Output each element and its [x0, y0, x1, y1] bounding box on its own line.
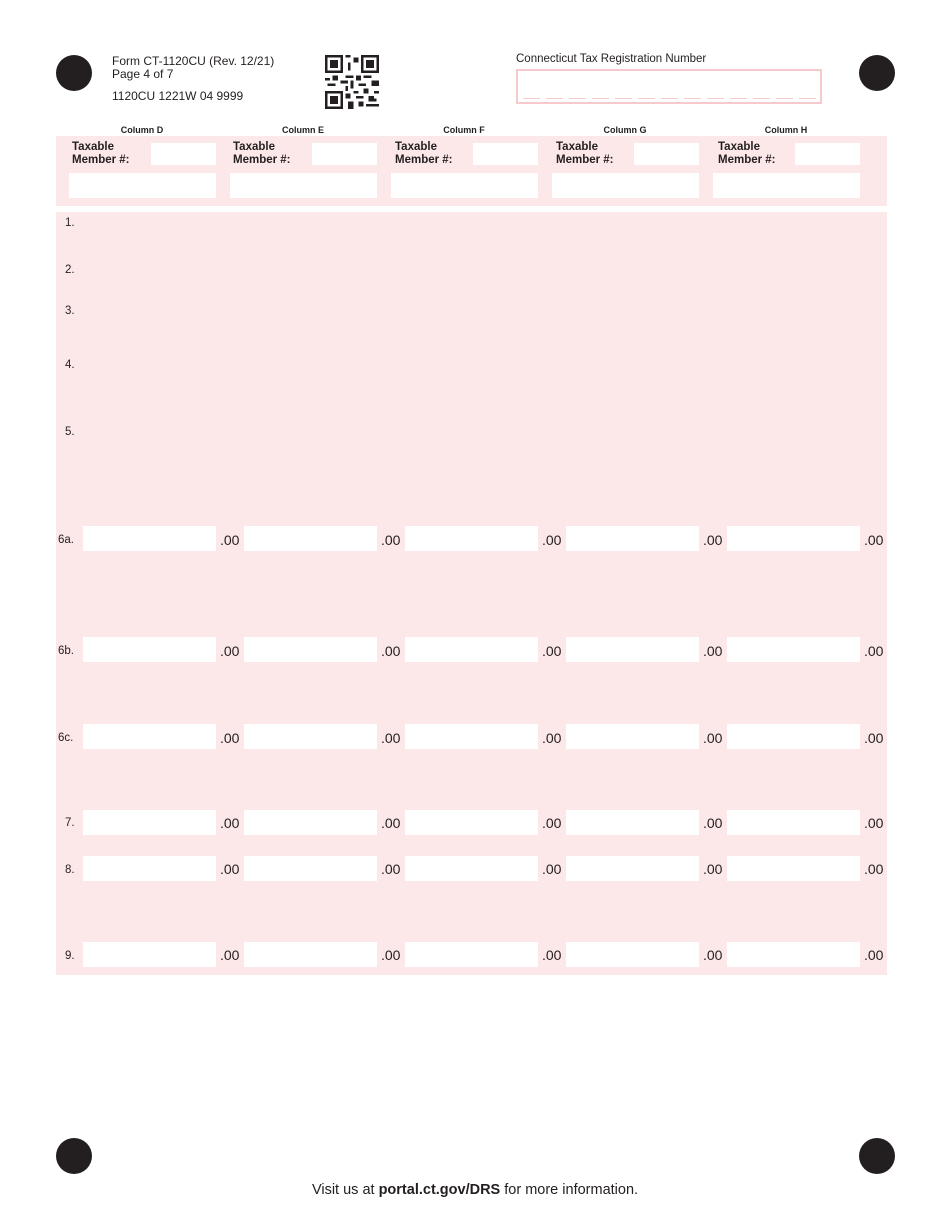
line-number: 8.: [65, 864, 75, 876]
cents-suffix: .00: [703, 643, 723, 659]
taxable-member-label: Taxable Member #:: [556, 141, 614, 166]
cents-suffix: .00: [220, 730, 240, 746]
member-number-field[interactable]: [634, 143, 699, 165]
cents-suffix: .00: [542, 532, 562, 548]
taxable-member-label: Taxable Member #:: [718, 141, 776, 166]
amount-field[interactable]: [566, 526, 699, 551]
member-name-field[interactable]: [391, 173, 538, 198]
amount-field[interactable]: [405, 637, 538, 662]
qr-code-icon: [325, 55, 379, 109]
cents-suffix: .00: [542, 861, 562, 877]
cents-suffix: .00: [381, 532, 401, 548]
amount-field[interactable]: [566, 637, 699, 662]
registration-dot-bottom-right: [859, 1138, 895, 1174]
amount-field[interactable]: [83, 526, 216, 551]
amount-field[interactable]: [83, 856, 216, 881]
cents-suffix: .00: [381, 815, 401, 831]
footer-link[interactable]: portal.ct.gov/DRS: [378, 1182, 501, 1198]
form-code: 1120CU 1221W 04 9999: [112, 89, 244, 103]
line-number: 2.: [65, 264, 75, 276]
amount-field[interactable]: [405, 856, 538, 881]
cents-suffix: .00: [703, 730, 723, 746]
member-number-field[interactable]: [151, 143, 216, 165]
amount-field[interactable]: [566, 942, 699, 967]
cents-suffix: .00: [703, 947, 723, 963]
footer-text: Visit us at portal.ct.gov/DRS for more information.: [311, 1182, 639, 1198]
amount-field[interactable]: [244, 942, 377, 967]
amount-field[interactable]: [566, 810, 699, 835]
member-number-field[interactable]: [312, 143, 377, 165]
taxable-member-label: Taxable Member #:: [233, 141, 291, 166]
amount-field[interactable]: [83, 637, 216, 662]
cents-suffix: .00: [381, 861, 401, 877]
cents-suffix: .00: [864, 643, 884, 659]
line-number: 6a.: [58, 534, 74, 546]
member-name-field[interactable]: [552, 173, 699, 198]
amount-field[interactable]: [727, 856, 860, 881]
cents-suffix: .00: [542, 643, 562, 659]
cents-suffix: .00: [864, 815, 884, 831]
amount-field[interactable]: [727, 724, 860, 749]
cents-suffix: .00: [220, 643, 240, 659]
cents-suffix: .00: [864, 947, 884, 963]
cents-suffix: .00: [220, 532, 240, 548]
amount-field[interactable]: [83, 724, 216, 749]
cents-suffix: .00: [381, 730, 401, 746]
cents-suffix: .00: [220, 947, 240, 963]
line-number: 6b.: [58, 645, 74, 657]
registration-number-field[interactable]: [516, 69, 822, 104]
line-number: 4.: [65, 359, 75, 371]
line-number: 6c.: [58, 732, 74, 744]
line-number: 5.: [65, 426, 75, 438]
line-number: 9.: [65, 950, 75, 962]
amount-field[interactable]: [244, 810, 377, 835]
member-name-field[interactable]: [69, 173, 216, 198]
taxable-member-label: Taxable Member #:: [395, 141, 453, 166]
cents-suffix: .00: [381, 947, 401, 963]
amount-field[interactable]: [244, 724, 377, 749]
amount-field[interactable]: [244, 526, 377, 551]
cents-suffix: .00: [542, 815, 562, 831]
registration-dot-top-right: [859, 55, 895, 91]
cents-suffix: .00: [703, 532, 723, 548]
cents-suffix: .00: [864, 730, 884, 746]
amount-field[interactable]: [727, 637, 860, 662]
cents-suffix: .00: [864, 861, 884, 877]
amount-field[interactable]: [405, 526, 538, 551]
amount-field[interactable]: [566, 856, 699, 881]
amount-field[interactable]: [566, 724, 699, 749]
member-number-field[interactable]: [795, 143, 860, 165]
taxable-member-label: Taxable Member #:: [72, 141, 130, 166]
amount-field[interactable]: [727, 526, 860, 551]
cents-suffix: .00: [703, 815, 723, 831]
member-name-field[interactable]: [230, 173, 377, 198]
registration-number-label: Connecticut Tax Registration Number: [516, 53, 707, 65]
cents-suffix: .00: [864, 532, 884, 548]
registration-dot-top-left: [56, 55, 92, 91]
line-number: 1.: [65, 217, 75, 229]
cents-suffix: .00: [542, 947, 562, 963]
line-number: 7.: [65, 817, 75, 829]
cents-suffix: .00: [220, 815, 240, 831]
member-number-field[interactable]: [473, 143, 538, 165]
amount-field[interactable]: [727, 810, 860, 835]
page-number: Page 4 of 7: [112, 67, 174, 81]
form-title: Form CT-1120CU (Rev. 12/21): [112, 54, 275, 68]
column-heading: Column G: [603, 125, 647, 135]
cents-suffix: .00: [381, 643, 401, 659]
cents-suffix: .00: [220, 861, 240, 877]
amount-field[interactable]: [405, 942, 538, 967]
cents-suffix: .00: [542, 730, 562, 746]
amount-field[interactable]: [83, 942, 216, 967]
registration-dot-bottom-left: [56, 1138, 92, 1174]
line-number: 3.: [65, 305, 75, 317]
column-heading: Column E: [282, 125, 324, 135]
column-heading: Column D: [120, 125, 164, 135]
column-heading: Column F: [443, 125, 485, 135]
amount-field[interactable]: [405, 724, 538, 749]
amount-field[interactable]: [405, 810, 538, 835]
amount-field[interactable]: [83, 810, 216, 835]
member-name-field[interactable]: [713, 173, 860, 198]
amount-field[interactable]: [244, 856, 377, 881]
amount-field[interactable]: [727, 942, 860, 967]
cents-suffix: .00: [703, 861, 723, 877]
amount-field[interactable]: [244, 637, 377, 662]
column-heading: Column H: [764, 125, 808, 135]
